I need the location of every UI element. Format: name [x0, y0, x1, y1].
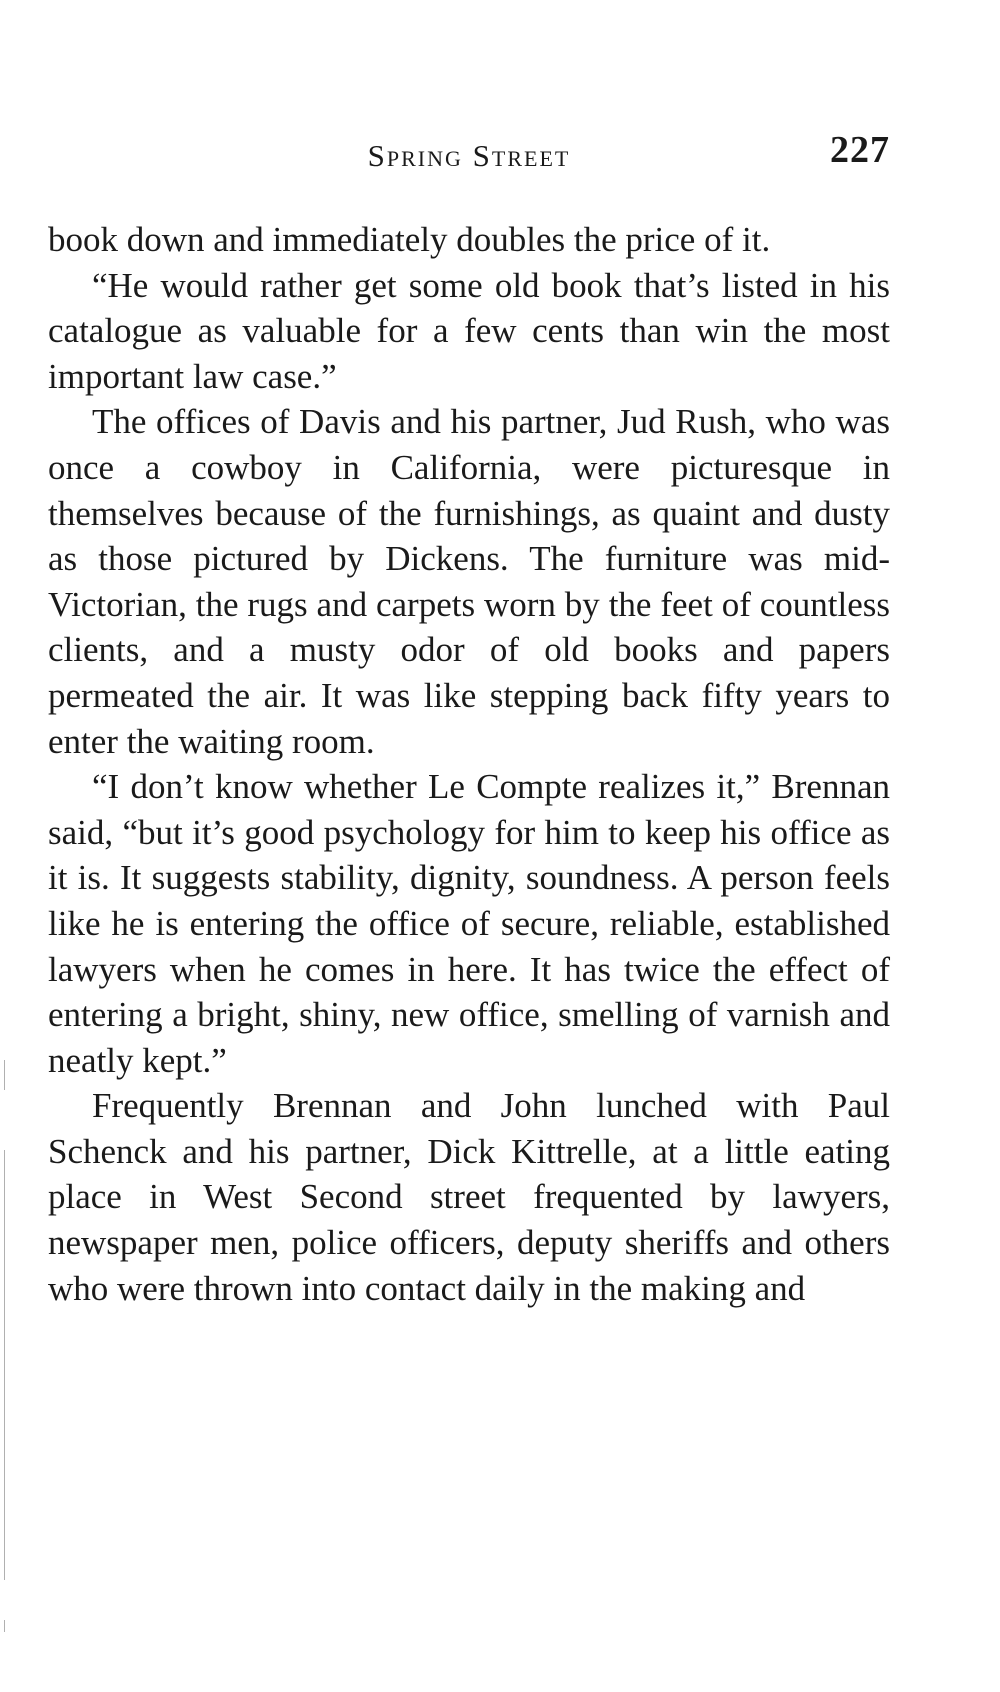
paragraph-catalogue-quote: “He would rather get some old book that’s listed in his catalogue as valuable for a few cents than win the most important law case.”: [48, 265, 890, 396]
body-text: [48, 217, 890, 1311]
scan-margin-mark: [4, 1150, 5, 1580]
paragraph-lunch: Frequently Brennan and John lunched with Paul Schenck and his partner, Dick Kittrelle, at a little eating place in West Second street frequented by lawyers, newspaper men, police officers, deputy sheriffs and others who were thrown into contact daily in the making and: [48, 1086, 890, 1308]
running-head: [48, 128, 890, 178]
scan-margin-mark: [4, 1060, 5, 1090]
paragraph-davis-offices: The offices of Davis and his partner, Jud Rush, who was once a cowboy in California, were picturesque in themselves because of the furnishings, as quaint and dusty as those pictured by Dickens. The furniture was mid-Victorian, the rugs and carpets worn by the feet of countless clients, and a musty odor of old books and papers permeated the air. It was like stepping back fifty years to enter the waiting room.: [48, 402, 890, 761]
paragraph-brennan-psychology: “I don’t know whether Le Compte realizes it,” Brennan said, “but it’s good psychology for him to keep his office as it is. It suggests stability, dignity, soundness. A person feels like he is entering the office of secure, reliable, established lawyers when he comes in here. It has twice the effect of entering a bright, shiny, new office, smelling of varnish and neatly kept.”: [48, 767, 890, 1080]
running-title: Spring Street: [367, 138, 571, 173]
page-number: 227: [830, 129, 890, 171]
paragraph-continuation: book down and immediately doubles the price of it.: [48, 220, 771, 259]
scan-margin-mark: [4, 1620, 5, 1632]
